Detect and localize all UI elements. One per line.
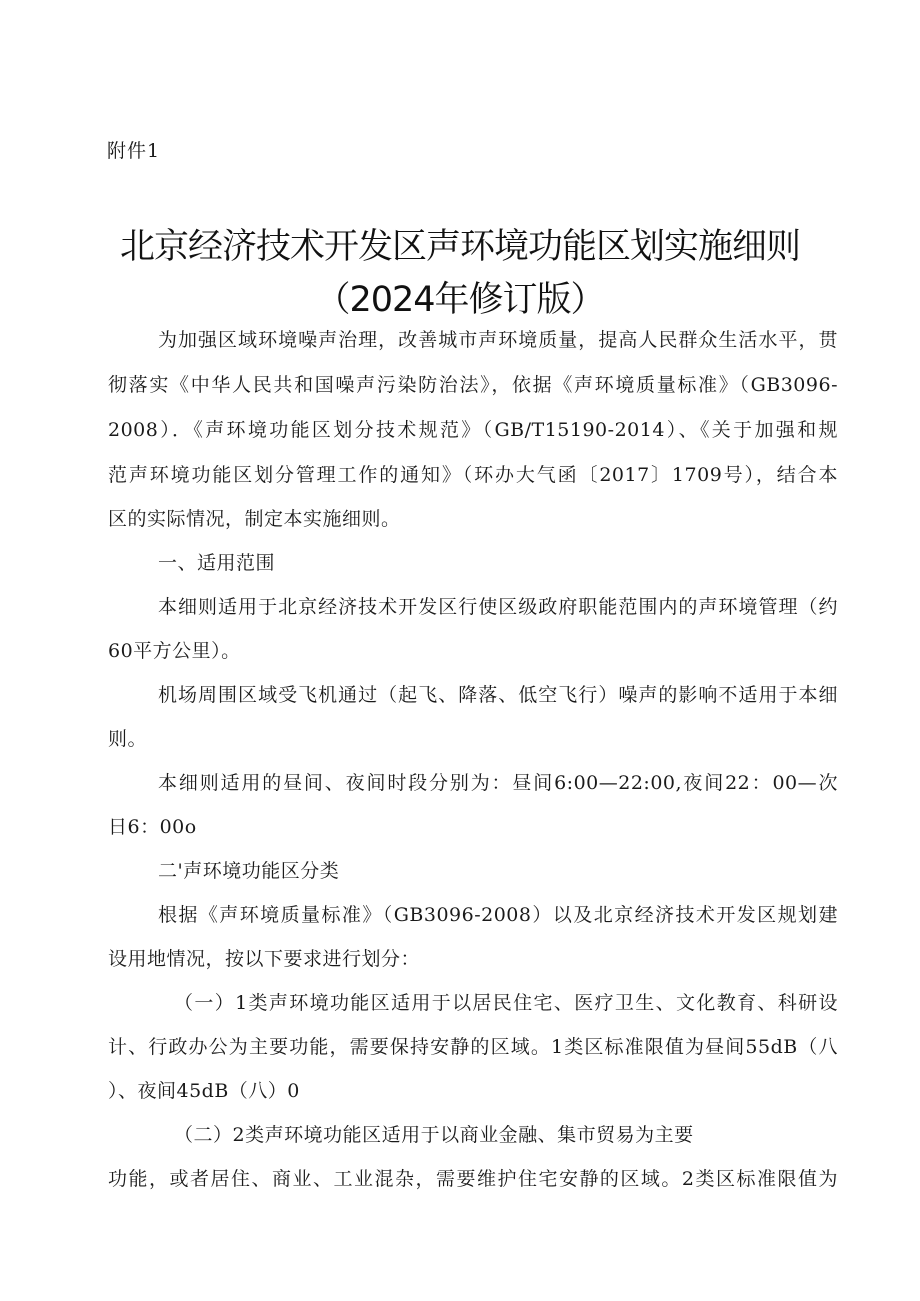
body-line: 区的实际情况，制定本实施细则。 bbox=[108, 508, 401, 530]
body-line: 本细则适用于北京经济技术开发区行使区级政府职能范围内的声环境管理（约 bbox=[158, 596, 838, 618]
section-heading: 一、适用范围 bbox=[158, 552, 276, 574]
body-line: 范声环境功能区划分管理工作的通知》（环办大气函〔2017〕1709号），结合本 bbox=[108, 464, 838, 486]
document-title-line-1: 北京经济技术开发区声环境功能区划实施细则 bbox=[119, 227, 800, 267]
body-line: 2008）．《声环境功能区划分技术规范》（GB/T15190-2014）、《关于加强和规 bbox=[108, 419, 838, 441]
body-line: （二）2类声环境功能区适用于以商业金融、集市贸易为主要 bbox=[174, 1124, 694, 1146]
body-line: 本细则适用的昼间、夜间时段分别为：昼间6:00—22:00,夜间22：00—次 bbox=[158, 772, 838, 794]
body-line: 为加强区域环境噪声治理，改善城市声环境质量，提高人民群众生活水平，贯 bbox=[158, 329, 838, 351]
body-line: 彻落实《中华人民共和国噪声污染防治法》，依据《声环境质量标准》（GB3096- bbox=[108, 374, 838, 396]
body-line: 根据《声环境质量标准》（GB3096-2008）以及北京经济技术开发区规划建 bbox=[158, 904, 838, 926]
body-line: 计、行政办公为主要功能，需要保持安静的区域。1类区标准限值为昼间55dB（八 bbox=[108, 1036, 838, 1058]
attachment-label: 附件1 bbox=[107, 140, 161, 162]
body-line: 日6：00o bbox=[108, 816, 197, 838]
document-title-line-2: （2024年修订版） bbox=[315, 280, 605, 320]
body-line: 功能，或者居住、商业、工业混杂，需要维护住宅安静的区域。2类区标准限值为 bbox=[108, 1168, 838, 1190]
body-line: ）、夜间45dB（八）0 bbox=[108, 1080, 300, 1102]
body-line: 设用地情况，按以下要求进行划分： bbox=[108, 948, 421, 970]
body-line: 则。 bbox=[108, 728, 148, 750]
body-line: 60平方公里）。 bbox=[108, 640, 241, 662]
body-line: （一）1类声环境功能区适用于以居民住宅、医疗卫生、文化教育、科研设 bbox=[174, 992, 838, 1014]
section-heading: 二'声环境功能区分类 bbox=[158, 860, 340, 882]
body-line: 机场周围区域受飞机通过（起飞、降落、低空飞行）噪声的影响不适用于本细 bbox=[158, 684, 838, 706]
